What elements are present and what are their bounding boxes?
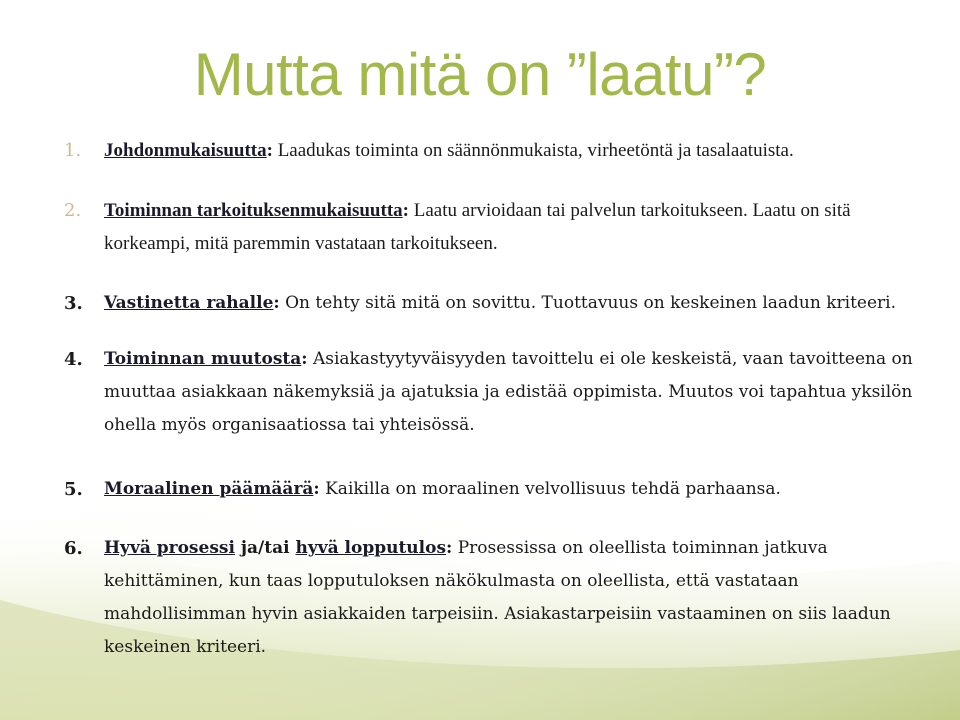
item-number: 5. bbox=[64, 479, 83, 500]
item-term: Vastinetta rahalle bbox=[104, 293, 274, 313]
item-term: Toiminnan muutosta bbox=[104, 349, 302, 369]
item-term: Toiminnan tarkoituksenmukaisuutta bbox=[104, 200, 403, 221]
item-colon: : bbox=[301, 349, 308, 369]
list-item bbox=[64, 473, 914, 506]
item-number: 6. bbox=[64, 538, 83, 559]
item-term-2: hyvä lopputulos bbox=[295, 538, 447, 558]
item-text: Asiakastyytyväisyyden tavoittelu ei ole keskeistä, vaan tavoitteena on muuttaa asiakkaan näkemyksiä ja ajatuksia ja edistää oppimista. Muutos voi tapahtua yksilön ohella myös organisaatiossa tai yhteisössä. bbox=[104, 349, 913, 435]
list-item bbox=[64, 343, 914, 442]
item-number: 1. bbox=[64, 140, 82, 161]
item-number: 3. bbox=[64, 293, 83, 314]
slide-title: Mutta mitä on ”laatu”? bbox=[193, 41, 767, 108]
item-term: Moraalinen päämäärä bbox=[104, 479, 314, 499]
item-colon: : bbox=[273, 293, 280, 313]
item-term: Johdonmukaisuutta bbox=[104, 140, 267, 161]
list-item bbox=[64, 134, 914, 167]
item-text: On tehty sitä mitä on sovittu. Tuottavuus on keskeinen laadun kriteeri. bbox=[279, 293, 897, 313]
item-joiner: ja/tai bbox=[234, 538, 296, 558]
item-colon: : bbox=[266, 140, 273, 161]
item-text: Kaikilla on moraalinen velvollisuus tehdä parhaansa. bbox=[319, 479, 781, 499]
list-item bbox=[64, 194, 914, 260]
item-colon: : bbox=[446, 538, 453, 558]
item-number: 4. bbox=[64, 349, 83, 370]
item-term: Hyvä prosessi bbox=[104, 538, 235, 558]
item-text: Prosessissa on oleellista toiminnan jatkuva kehittäminen, kun taas lopputuloksen näkökulmasta on oleellista, että vastataan mahdollisimman hyvin asiakkaiden tarpeisiin. Asiakastarpeisiin vastaaminen on siis laadun keskeinen kriteeri. bbox=[104, 538, 891, 657]
item-colon: : bbox=[313, 479, 320, 499]
list-item bbox=[64, 287, 914, 320]
item-number: 2. bbox=[64, 200, 82, 221]
item-text: Laatu arvioidaan tai palvelun tarkoitukseen. Laatu on sitä korkeampi, mitä paremmin vastataan tarkoitukseen. bbox=[104, 200, 851, 254]
item-colon: : bbox=[402, 200, 409, 221]
item-text: Laadukas toiminta on säännönmukaista, virheetöntä ja tasalaatuista. bbox=[272, 140, 794, 161]
list-item bbox=[64, 532, 914, 664]
